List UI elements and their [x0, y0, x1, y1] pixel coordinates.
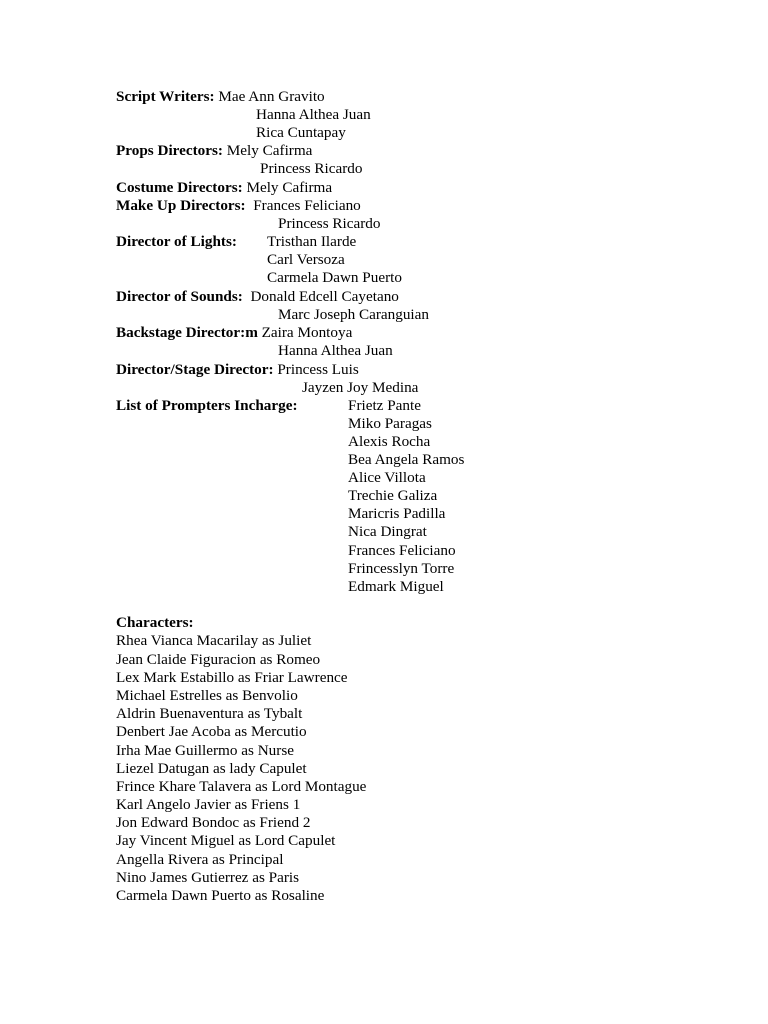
character-item: Carmela Dawn Puerto as Rosaline [116, 887, 325, 904]
character-item: Liezel Datugan as lady Capulet [116, 760, 307, 777]
prompter-name: Alexis Rocha [348, 433, 431, 450]
backstage-director-label: Backstage Director:m [116, 324, 258, 341]
prompter-name: Bea Angela Ramos [348, 451, 465, 468]
credit-name: Donald Edcell Cayetano [250, 288, 399, 305]
credit-name: Princess Ricardo [260, 160, 363, 177]
script-writers-line [116, 88, 325, 106]
prompter-name: Miko Paragas [348, 415, 432, 432]
prompters-label: List of Prompters Incharge: [116, 397, 298, 414]
credit-name: Rica Cuntapay [256, 124, 346, 141]
credit-name: Zaira Montoya [261, 324, 353, 341]
prompter-name: Alice Villota [348, 469, 426, 486]
characters-heading: Characters: [116, 614, 194, 631]
credit-name: Mae Ann Gravito [218, 88, 325, 105]
credit-name: Tristhan Ilarde [267, 233, 357, 250]
character-item: Irha Mae Guillermo as Nurse [116, 742, 294, 759]
script-writers-label: Script Writers: [116, 88, 215, 105]
prompter-name: Frietz Pante [348, 397, 421, 414]
character-item: Lex Mark Estabillo as Friar Lawrence [116, 669, 348, 686]
credit-name: Mely Cafirma [246, 179, 333, 196]
credit-name: Frances Feliciano [253, 197, 361, 214]
credit-name: Hanna Althea Juan [256, 106, 371, 123]
character-item: Jean Claide Figuracion as Romeo [116, 651, 321, 668]
costume-directors-line [116, 179, 332, 197]
costume-directors-label: Costume Directors: [116, 179, 243, 196]
credit-name: Hanna Althea Juan [278, 342, 393, 359]
credit-name: Princess Luis [277, 361, 359, 378]
stage-director-line [116, 361, 359, 379]
character-item: Michael Estrelles as Benvolio [116, 687, 298, 704]
character-item: Angella Rivera as Principal [116, 851, 284, 868]
director-of-sounds-line [116, 288, 399, 306]
credit-name: Mely Cafirma [226, 142, 313, 159]
prompter-name: Frances Feliciano [348, 542, 456, 559]
character-item: Rhea Vianca Macarilay as Juliet [116, 632, 312, 649]
stage-director-label: Director/Stage Director: [116, 361, 274, 378]
prompter-name: Edmark Miguel [348, 578, 444, 595]
make-up-directors-label: Make Up Directors: [116, 197, 246, 214]
prompter-name: Nica Dingrat [348, 523, 427, 540]
director-of-sounds-label: Director of Sounds: [116, 288, 243, 305]
make-up-directors-line [116, 197, 361, 215]
props-directors-line [116, 142, 312, 160]
prompter-name: Maricris Padilla [348, 505, 446, 522]
character-item: Jay Vincent Miguel as Lord Capulet [116, 832, 336, 849]
character-item: Karl Angelo Javier as Friens 1 [116, 796, 301, 813]
prompter-name: Frincesslyn Torre [348, 560, 455, 577]
credit-name: Marc Joseph Caranguian [278, 306, 429, 323]
credit-name: Princess Ricardo [278, 215, 381, 232]
character-item: Aldrin Buenaventura as Tybalt [116, 705, 303, 722]
credit-name: Jayzen Joy Medina [302, 379, 419, 396]
credit-name: Carmela Dawn Puerto [267, 269, 402, 286]
props-directors-label: Props Directors: [116, 142, 223, 159]
character-item: Nino James Gutierrez as Paris [116, 869, 300, 886]
character-item: Denbert Jae Acoba as Mercutio [116, 723, 307, 740]
character-item: Frince Khare Talavera as Lord Montague [116, 778, 367, 795]
character-item: Jon Edward Bondoc as Friend 2 [116, 814, 311, 831]
backstage-director-line [116, 324, 352, 342]
prompter-name: Trechie Galiza [348, 487, 438, 504]
credit-name: Carl Versoza [267, 251, 345, 268]
director-of-lights-label: Director of Lights: [116, 233, 237, 250]
